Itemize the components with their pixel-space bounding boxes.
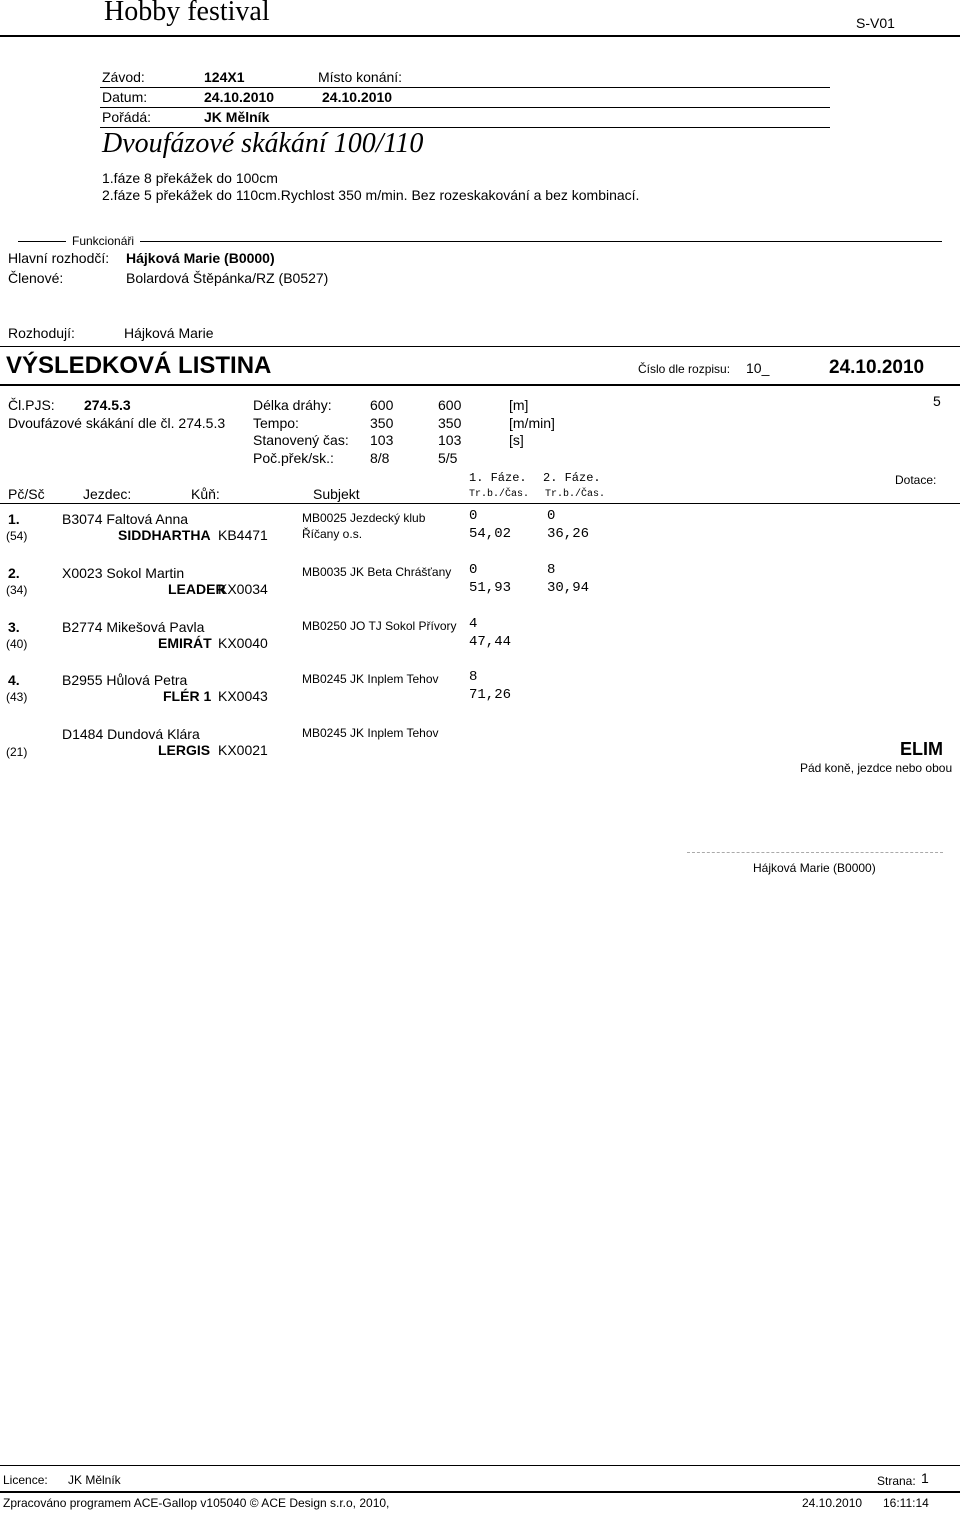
delka-v2: 600 xyxy=(438,397,462,413)
rule xyxy=(0,1465,960,1466)
form-code: S-V01 xyxy=(856,15,895,31)
columns-divider xyxy=(0,503,960,504)
porada-value: JK Mělník xyxy=(204,109,270,125)
page-title: Hobby festival xyxy=(104,0,270,27)
row-rider: D1484 Dundová Klára xyxy=(62,726,200,742)
row-f2-time: 30,94 xyxy=(547,580,590,596)
tempo-v2: 350 xyxy=(438,415,462,431)
row-f2-time: 36,26 xyxy=(547,526,590,542)
col-dotace: Dotace: xyxy=(895,473,937,487)
hlavni-label: Hlavní rozhodčí: xyxy=(8,250,110,266)
row-horse-id: KX0021 xyxy=(218,742,268,758)
row-club: MB0245 JK Inplem Tehov xyxy=(302,726,439,740)
col-trb1: Tr.b./Čas. xyxy=(469,489,530,500)
row-rider: B2774 Mikešová Pavla xyxy=(62,619,205,635)
elim-label: ELIM xyxy=(900,739,943,759)
cas-label: Stanovený čas: xyxy=(253,432,349,448)
row-club: MB0035 JK Beta Chrášťany xyxy=(302,565,452,579)
row-f1-penalty: 4 xyxy=(469,616,478,632)
col-faze2: 2. Fáze. xyxy=(543,471,601,485)
results-divider xyxy=(0,384,960,386)
row-rank: 3. xyxy=(8,619,20,635)
col-kun: Kůň: xyxy=(191,486,220,502)
pjs-label: Čl.PJS: xyxy=(8,397,55,413)
signature-line xyxy=(687,852,943,853)
footer-time: 16:11:14 xyxy=(883,1496,929,1510)
row-f1-penalty: 0 xyxy=(469,562,478,578)
competition-desc-2: 2.fáze 5 překážek do 110cm.Rychlost 350 m/min. Bez rozeskakování a bez kombinací. xyxy=(102,187,640,203)
row-horse-id: KX0034 xyxy=(218,581,268,597)
cas-v2: 103 xyxy=(438,432,462,448)
row-rider: B3074 Faltová Anna xyxy=(62,511,189,527)
row-rank: 2. xyxy=(8,565,20,581)
officials-heading: Funkcionáři xyxy=(72,234,135,248)
strana-value: 1 xyxy=(921,1470,929,1486)
row-rank: 4. xyxy=(8,672,20,688)
rozhoduji-label: Rozhodují: xyxy=(8,325,75,341)
prek-label: Poč.přek/sk.: xyxy=(253,450,334,466)
competition-desc-1: 1.fáze 8 překážek do 100cm xyxy=(102,170,278,186)
delka-unit: [m] xyxy=(509,397,529,413)
row-f1-penalty: 8 xyxy=(469,669,478,685)
rule xyxy=(100,107,830,108)
footer-program: Zpracováno programem ACE-Gallop v105040 © ACE Design s.r.o, 2010, xyxy=(3,1496,390,1510)
row-f1-penalty: 0 xyxy=(469,508,478,524)
cislo-value: 10_ xyxy=(746,360,770,376)
row-f1-time: 47,44 xyxy=(469,634,512,650)
row-sc: (54) xyxy=(6,529,28,543)
licence-label: Licence: xyxy=(3,1473,48,1487)
row-horse: EMIRÁT xyxy=(158,635,212,651)
strana-label: Strana: xyxy=(877,1474,916,1488)
elim-reason: Pád koně, jezdce nebo obou xyxy=(800,761,953,775)
row-horse: LERGIS xyxy=(158,742,211,758)
signature-name: Hájková Marie (B0000) xyxy=(753,861,876,875)
tempo-v1: 350 xyxy=(370,415,394,431)
prek-v2: 5/5 xyxy=(438,450,458,466)
clenove-value: Bolardová Štěpánka/RZ (B0527) xyxy=(126,270,329,286)
rule xyxy=(0,346,960,347)
rule xyxy=(140,241,942,242)
row-rank: 1. xyxy=(8,511,20,527)
delka-v1: 600 xyxy=(370,397,394,413)
footer-date: 24.10.2010 xyxy=(802,1496,863,1510)
row-sc: (21) xyxy=(6,745,28,759)
row-rider: X0023 Sokol Martin xyxy=(62,565,185,581)
col-trb2: Tr.b./Čas. xyxy=(545,489,606,500)
row-sc: (43) xyxy=(6,690,28,704)
cas-v1: 103 xyxy=(370,432,394,448)
row-f1-time: 51,93 xyxy=(469,580,512,596)
col-faze1: 1. Fáze. xyxy=(469,471,527,485)
results-title: VÝSLEDKOVÁ LISTINA xyxy=(6,352,272,379)
cislo-label: Číslo dle rozpisu: xyxy=(638,362,731,376)
row-horse: LEADER xyxy=(168,581,226,597)
row-rider: B2955 Hůlová Petra xyxy=(62,672,188,688)
licence-value: JK Mělník xyxy=(68,1473,121,1487)
corner-number: 5 xyxy=(933,393,941,409)
row-horse-id: KX0043 xyxy=(218,688,268,704)
prek-v1: 8/8 xyxy=(370,450,390,466)
row-club: MB0245 JK Inplem Tehov xyxy=(302,672,439,686)
rule xyxy=(18,241,66,242)
tempo-unit: [m/min] xyxy=(509,415,555,431)
row-horse: SIDDHARTHA xyxy=(118,527,211,543)
row-horse-id: KX0040 xyxy=(218,635,268,651)
tempo-label: Tempo: xyxy=(253,415,299,431)
zavod-label: Závod: xyxy=(102,69,145,85)
row-f1-time: 71,26 xyxy=(469,687,512,703)
row-horse-id: KB4471 xyxy=(218,527,268,543)
row-f1-time: 54,02 xyxy=(469,526,512,542)
rule xyxy=(100,87,830,88)
col-jezdec: Jezdec: xyxy=(83,486,132,502)
pjs-desc: Dvoufázové skákání dle čl. 274.5.3 xyxy=(8,415,226,431)
zavod-value: 124X1 xyxy=(204,69,245,85)
rule xyxy=(0,1491,960,1493)
row-club-2: Říčany o.s. xyxy=(302,527,363,541)
porada-label: Pořádá: xyxy=(102,109,152,125)
pjs-value: 274.5.3 xyxy=(84,397,131,413)
competition-name: Dvoufázové skákání 100/110 xyxy=(102,128,424,159)
cas-unit: [s] xyxy=(509,432,524,448)
delka-label: Délka dráhy: xyxy=(253,397,332,413)
datum-value-2: 24.10.2010 xyxy=(322,89,393,105)
results-date: 24.10.2010 xyxy=(829,357,925,378)
col-pc: Pč/Sč xyxy=(8,486,45,502)
datum-value: 24.10.2010 xyxy=(204,89,275,105)
row-sc: (40) xyxy=(6,637,28,651)
row-club: MB0025 Jezdecký klub xyxy=(302,511,426,525)
misto-label: Místo konání: xyxy=(318,69,403,85)
datum-label: Datum: xyxy=(102,89,148,105)
hlavni-value: Hájková Marie (B0000) xyxy=(126,250,275,266)
col-subjekt: Subjekt xyxy=(313,486,360,502)
header-divider xyxy=(0,35,960,37)
row-f2-penalty: 0 xyxy=(547,508,556,524)
row-club: MB0250 JO TJ Sokol Přívory xyxy=(302,619,457,633)
rozhoduji-value: Hájková Marie xyxy=(124,325,214,341)
row-horse: FLÉR 1 xyxy=(163,688,212,704)
row-f2-penalty: 8 xyxy=(547,562,556,578)
row-sc: (34) xyxy=(6,583,28,597)
clenove-label: Členové: xyxy=(8,270,64,286)
